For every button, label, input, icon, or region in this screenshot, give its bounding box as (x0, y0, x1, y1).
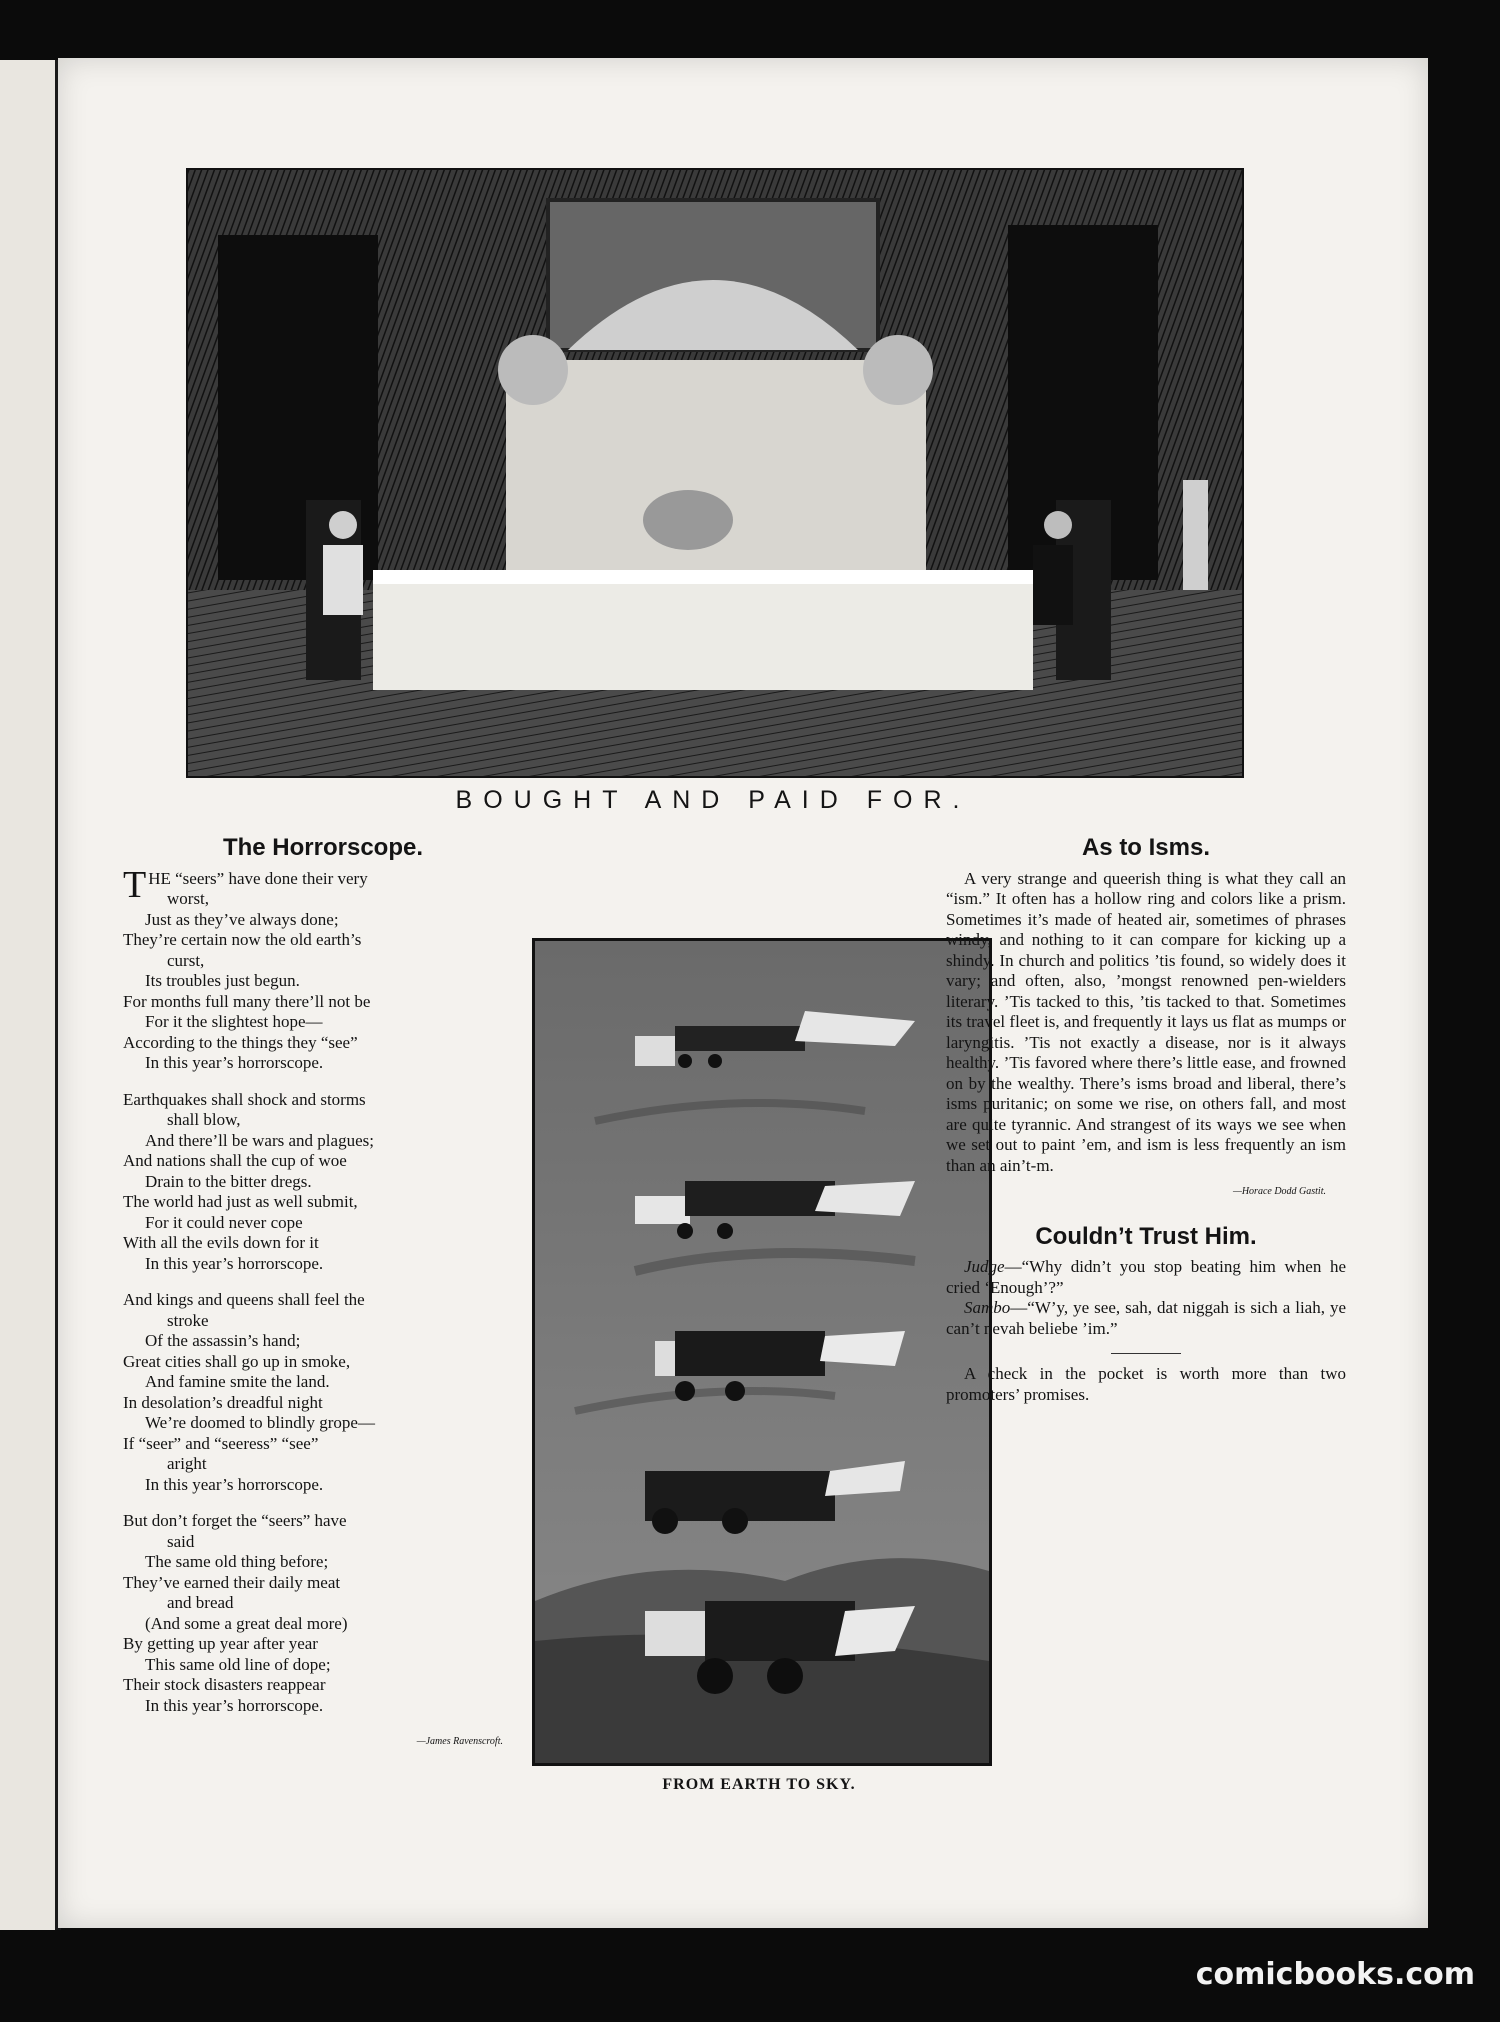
poem-line (123, 1110, 523, 1131)
poem-line-text: And nations shall the cup of woe (123, 1151, 347, 1170)
poem-line-text: For it could never cope (145, 1212, 303, 1232)
poem-stanza (123, 1511, 523, 1716)
poem-line (123, 1434, 523, 1455)
horrorscope-poem (123, 834, 523, 1753)
poem-line (123, 1413, 523, 1434)
poem-line (123, 1311, 523, 1332)
poem-line-text: If “seer” and “seeress” “see” (123, 1433, 319, 1453)
poem-line (123, 1655, 523, 1676)
judge-speaker: Judge (964, 1257, 1005, 1276)
poem-line-text: But don’t forget the “seers” have (123, 1511, 347, 1530)
poem-line-text: For it the slightest hope— (145, 1012, 323, 1031)
poem-line-text: The same old thing before; (145, 1552, 329, 1571)
poem-line (123, 1233, 523, 1254)
magazine-page (58, 58, 1428, 1928)
flying-cars-drawing (535, 941, 989, 1763)
poem-line-text: Their stock disasters reappear (123, 1675, 326, 1694)
poem-line-text: For months full many there’ll not be (123, 991, 371, 1011)
poem-line (123, 992, 523, 1013)
separator-rule (1111, 1353, 1181, 1354)
poem-line-text: Earthquakes shall shock and storms (123, 1089, 366, 1109)
poem-line (123, 1552, 523, 1573)
poem-line (123, 1090, 523, 1111)
poem-line (123, 1331, 523, 1352)
poem-line-text: stroke (167, 1310, 209, 1330)
poem-line-text: Just as they’ve always done; (145, 909, 339, 929)
poem-line-text: According to the things they “see” (123, 1032, 358, 1052)
poem-stanza (123, 1290, 523, 1495)
poem-line (123, 1131, 523, 1152)
poem-line (123, 1151, 523, 1172)
poem-line-text: In this year’s horrorscope. (145, 1253, 324, 1273)
poem-line-text: They’re certain now the old earth’s (123, 930, 362, 949)
poem-line-text: aright (167, 1454, 207, 1473)
poem-line-text: And there’ll be wars and plagues; (145, 1130, 374, 1150)
poem-line-text: With all the evils down for it (123, 1233, 319, 1252)
poem-line (123, 1254, 523, 1275)
poem-line-text: Great cities shall go up in smoke, (123, 1351, 351, 1371)
poem-line-text: They’ve earned their daily meat (123, 1572, 341, 1592)
poem-line (123, 889, 523, 910)
poem-line (123, 1192, 523, 1213)
isms-body: A very strange and queerish thing is what they call an “ism.” It often has a hollow ring and colors like a prism. Sometimes it’s made of heated air, sometimes of phrases windy, and nothing to it can compare for kicking up a shindy. In church and politics ’tis found, so widely does it vary; and often, also, ’mongst renowned pen-wielders literary. ’Tis tacked to this, ’tis tacked to that. Sometimes its travel fleet is, and frequently it lays us flat as mumps or laryngitis. ’Tis not exactly a disease, nor is it always healthy. ’Tis favored where there’s little ease, and frowned on by the wealthy. There’s isms broad and liberal, there’s isms puritanic; on some we rise, on others fall, and most are quite tyrannic. And strangest of its ways we see when we set out to paint ’em, and ism is less frequently an ism than an ain’t-m. (946, 868, 1346, 1175)
poem-line-text: In this year’s horrorscope. (145, 1695, 324, 1715)
poem-line-text: In this year’s horrorscope. (145, 1474, 324, 1494)
poem-line-text: said (167, 1531, 195, 1551)
poem-line-text: In desolation’s dreadful night (123, 1392, 323, 1412)
poem-line-text: shall blow, (167, 1110, 241, 1129)
poem-line (123, 1213, 523, 1234)
poem-line (123, 1573, 523, 1594)
poem-line (123, 1290, 523, 1311)
poem-line (123, 1012, 523, 1033)
poem-stanza (123, 1090, 523, 1275)
poem-line (123, 1393, 523, 1414)
sambo-text: —“W’y, ye see, sah, dat niggah is sich a liah, ye can’t nevah beliebe ’im.” (946, 1298, 1346, 1338)
watermark: comicbooks.com (1195, 1957, 1475, 1992)
poem-line-text: (And some a great deal more) (145, 1613, 348, 1633)
poem-line (123, 930, 523, 951)
poem-line (123, 1352, 523, 1373)
poem-line-text: Drain to the bitter dregs. (145, 1171, 312, 1191)
poem-line-text: and bread (167, 1593, 234, 1612)
judge-line (946, 1257, 1346, 1298)
right-column (946, 834, 1346, 1405)
bought-and-paid-for-cartoon (186, 168, 1244, 778)
drop-cap: T (123, 863, 147, 906)
poem-line (123, 1172, 523, 1193)
poem-line-text: By getting up year after year (123, 1634, 318, 1653)
isms-title: As to Isms. (1081, 834, 1211, 861)
poem-body (123, 863, 523, 1717)
poem-line-text: We’re doomed to blindly grope— (145, 1413, 375, 1432)
poem-line (123, 910, 523, 931)
dining-room-drawing (188, 170, 1242, 776)
poem-line-text: In this year’s horrorscope. (145, 1053, 324, 1072)
sambo-speaker: Sambo (964, 1298, 1011, 1317)
poem-line (123, 1511, 523, 1532)
poem-line-text: HE “seers” have done their very (148, 868, 368, 888)
poem-stanza (123, 863, 523, 1074)
judge-text: —“Why didn’t you stop beating him when he cried ‘Enough’?” (946, 1257, 1346, 1297)
poem-credit: —James Ravenscroft. (416, 1736, 503, 1747)
facing-page-edge (0, 60, 61, 1930)
poem-line-text: And famine smite the land. (145, 1372, 330, 1391)
poem-line (123, 951, 523, 972)
poem-line-text: Of the assassin’s hand; (145, 1331, 301, 1350)
poem-line (123, 1593, 523, 1614)
poem-line (123, 1475, 523, 1496)
earth-to-sky-illustration (532, 938, 992, 1766)
poem-line (123, 1675, 523, 1696)
poem-line-text: This same old line of dope; (145, 1654, 331, 1674)
cartoon-caption: BOUGHT AND PAID FOR. (455, 786, 971, 814)
trust-title: Couldn’t Trust Him. (1035, 1222, 1257, 1250)
poem-line (123, 1614, 523, 1635)
poem-line-text: worst, (167, 889, 210, 908)
poem-line (123, 1053, 523, 1074)
poem-line-text: The world had just as well submit, (123, 1192, 358, 1211)
poem-line (123, 1372, 523, 1393)
poem-line-text: Its troubles just begun. (145, 971, 300, 990)
poem-line (123, 1634, 523, 1655)
poem-line (123, 1532, 523, 1553)
poem-line (123, 1033, 523, 1054)
isms-credit: —Horace Dodd Gastit. (1232, 1186, 1326, 1197)
poem-line-text: And kings and queens shall feel the (123, 1290, 365, 1309)
proverb: A check in the pocket is worth more than two promoters’ promises. (946, 1364, 1346, 1404)
sambo-line (946, 1298, 1346, 1339)
illustration-caption: FROM EARTH TO SKY. (662, 1776, 856, 1793)
poem-line-text: curst, (167, 950, 205, 970)
poem-title: The Horrorscope. (222, 834, 424, 861)
poem-line (123, 1696, 523, 1717)
poem-line (123, 1454, 523, 1475)
poem-line (123, 971, 523, 992)
